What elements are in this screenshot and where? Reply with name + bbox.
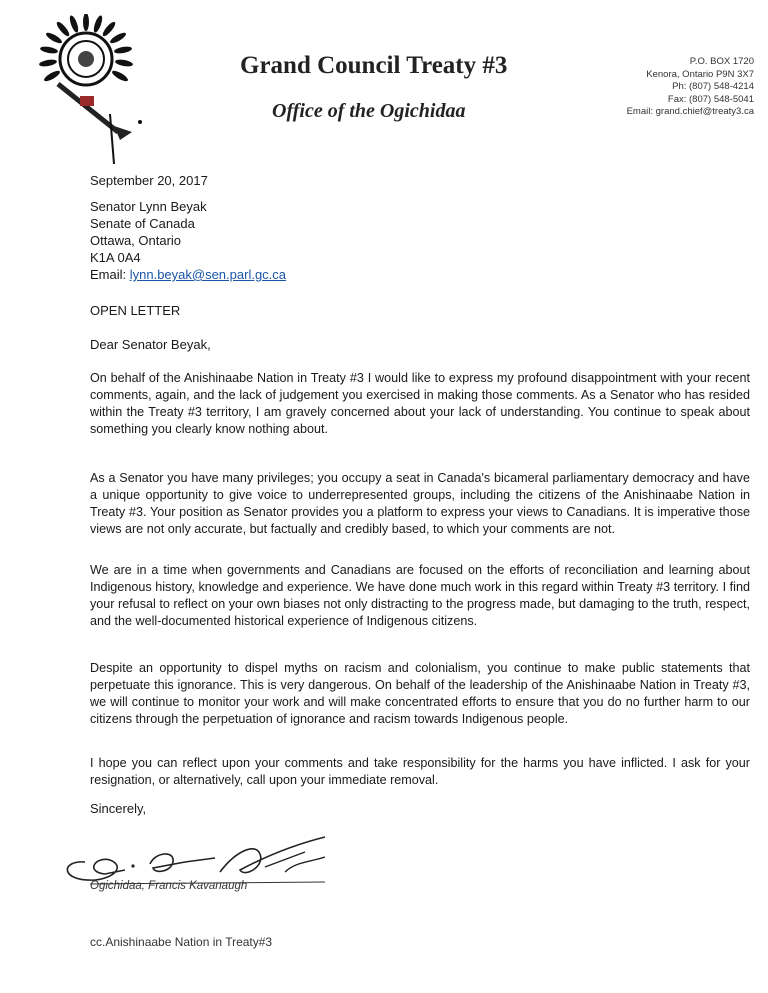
recipient-line: Senate of Canada xyxy=(90,216,195,231)
signatory-name: Ogichidaa, Francis Kavanaugh xyxy=(90,880,248,892)
recipient-email-line xyxy=(90,266,286,283)
recipient-address xyxy=(90,198,286,283)
carbon-copy-line: cc.Anishinaabe Nation in Treaty#3 xyxy=(90,935,273,949)
body-paragraph: I hope you can reflect upon your comments and take responsibility for the harms you have inflicted. I ask for your resignation, or alternatively, call upon your immediate removal. xyxy=(90,756,750,787)
treaty3-logo-icon xyxy=(38,14,148,164)
contact-po-box: P.O. BOX 1720 xyxy=(689,56,754,67)
letter-date: September 20, 2017 xyxy=(90,173,208,188)
recipient-line: K1A 0A4 xyxy=(90,250,141,265)
recipient-email-link[interactable]: lynn.beyak@sen.parl.gc.ca xyxy=(129,267,287,282)
office-name: Office of the Ogichidaa xyxy=(272,100,466,122)
contact-city: Kenora, Ontario P9N 3X7 xyxy=(646,68,754,80)
contact-email: Email: grand.chief@treaty3.ca xyxy=(626,106,754,117)
body-paragraph: Despite an opportunity to dispel myths on racism and colonialism, you continue to make public statements that perpetuate this ignorance. This is very dangerous. On behalf of the leadership of the Anishinaabe Nation in Treaty #3, we will continue to monitor your work and will make concentrated efforts to ensure that you do no further harm to our citizens through the perpetuation of ignorance and racism towards Indigenous people. xyxy=(90,661,750,726)
contact-fax: Fax: (807) 548-5041 xyxy=(667,93,754,105)
body-paragraph: We are in a time when governments and Canadians are focused on the efforts of reconciliation and learning about Indigenous history, knowledge and experience. We have done much work in this regard within Treaty #3 territory. I find your refusal to reflect on your own biases not only distracting to the progress made, but damaging to the truth, respect, and the well-documented historical experience of Indigenous citizens. xyxy=(90,563,750,628)
email-label: Email: xyxy=(90,267,130,282)
contact-block xyxy=(564,56,754,119)
organization-name: Grand Council Treaty #3 xyxy=(240,52,508,79)
recipient-line: Senator Lynn Beyak xyxy=(90,199,207,214)
body-paragraph: On behalf of the Anishinaabe Nation in Treaty #3 I would like to express my profound disappointment with your recent comments, again, and the lack of judgement you exercised in making those comments. As a Senator who has resided within the Treaty #3 territory, I am gravely concerned about your lack of understanding. You continue to speak about something you clearly know nothing about. xyxy=(90,371,750,436)
letter-subject: OPEN LETTER xyxy=(90,303,181,318)
body-paragraph: As a Senator you have many privileges; you occupy a seat in Canada's bicameral parliamentary democracy and have a unique opportunity to give voice to underrepresented groups, including the citizens of the Anishinaabe Nation in Treaty #3. Your position as Senator provides you a platform to express your views to Canadians. It is imperative those views are not only accurate, but factually and credibly based, to which your comments are not. xyxy=(90,471,750,536)
recipient-line: Ottawa, Ontario xyxy=(90,233,182,248)
contact-phone: Ph: (807) 548-4214 xyxy=(672,81,754,92)
closing: Sincerely, xyxy=(90,801,147,816)
salutation: Dear Senator Beyak, xyxy=(90,337,211,352)
